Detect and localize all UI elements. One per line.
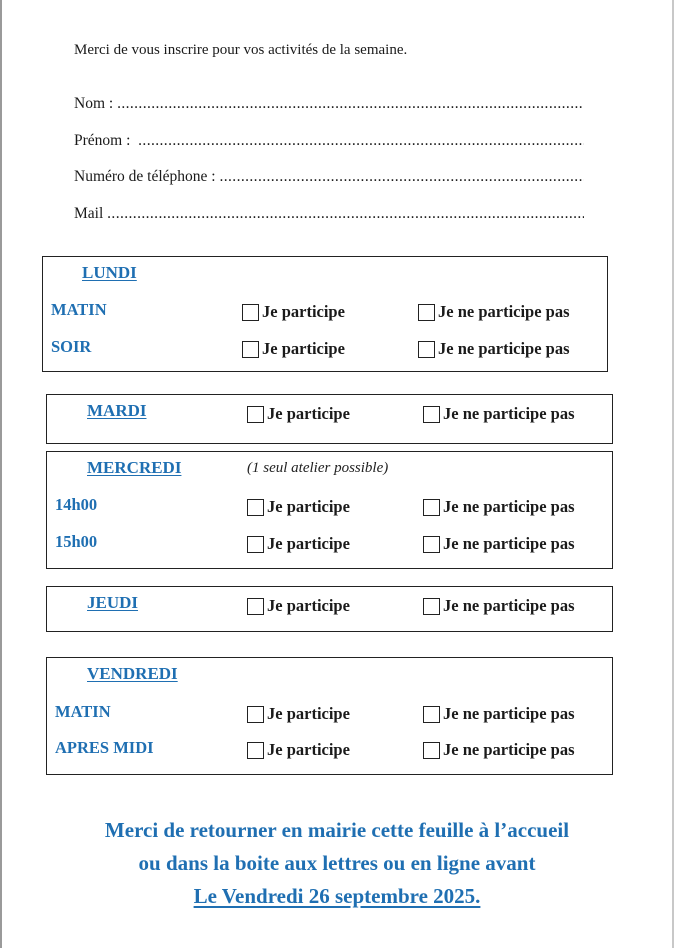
mercredi-title: MERCREDI — [87, 458, 182, 477]
deadline-date: Le Vendredi 26 septembre 2025. — [193, 884, 481, 908]
vendredi-apresmidi-no-option[interactable] — [423, 740, 575, 760]
mercredi-15h-yes-option[interactable] — [247, 534, 350, 554]
firstname-fill-line[interactable] — [138, 132, 584, 150]
vendredi-matin-yes-option[interactable] — [247, 704, 350, 724]
no-label: Je ne participe pas — [438, 339, 570, 358]
mardi-title: MARDI — [87, 401, 147, 420]
lundi-title: LUNDI — [82, 263, 137, 282]
no-label: Je ne participe pas — [443, 497, 575, 516]
checkbox-icon[interactable] — [247, 598, 264, 615]
firstname-field[interactable] — [74, 132, 584, 150]
mercredi-15h-label: 15h00 — [55, 532, 98, 551]
jeudi-no-option[interactable] — [423, 596, 575, 616]
yes-label: Je participe — [267, 404, 350, 423]
name-fill-line[interactable] — [117, 95, 584, 113]
footer-line-2: ou dans la boite aux lettres ou en ligne avant — [138, 851, 536, 875]
phone-field[interactable] — [74, 168, 584, 186]
mercredi-14h-yes-option[interactable] — [247, 497, 350, 517]
checkbox-icon[interactable] — [423, 406, 440, 423]
yes-label: Je participe — [267, 497, 350, 516]
checkbox-icon[interactable] — [247, 406, 264, 423]
no-label: Je ne participe pas — [438, 302, 570, 321]
vendredi-matin-no-option[interactable] — [423, 704, 575, 724]
intro-text: Merci de vous inscrire pour vos activités de la semaine. — [74, 42, 408, 58]
jeudi-title: JEUDI — [87, 593, 139, 612]
email-field[interactable] — [74, 205, 584, 223]
no-label: Je ne participe pas — [443, 596, 575, 615]
vendredi-apresmidi-yes-option[interactable] — [247, 740, 350, 760]
lundi-matin-no-option[interactable] — [418, 302, 570, 322]
vendredi-matin-label: MATIN — [55, 702, 111, 721]
lundi-matin-yes-option[interactable] — [242, 302, 345, 322]
checkbox-icon[interactable] — [247, 742, 264, 759]
vendredi-apresmidi-label: APRES MIDI — [55, 738, 154, 757]
firstname-label: Prénom : — [74, 132, 139, 149]
phone-label: Numéro de téléphone : — [74, 168, 220, 185]
mardi-no-option[interactable] — [423, 404, 575, 424]
yes-label: Je participe — [267, 740, 350, 759]
name-label: Nom : — [74, 95, 118, 112]
email-label: Mail — [74, 205, 108, 222]
mardi-yes-option[interactable] — [247, 404, 350, 424]
checkbox-icon[interactable] — [423, 536, 440, 553]
checkbox-icon[interactable] — [242, 304, 259, 321]
footer-line-1: Merci de retourner en mairie cette feuille à l’accueil — [104, 818, 570, 842]
vendredi-title: VENDREDI — [87, 664, 178, 683]
email-fill-line[interactable] — [107, 205, 584, 223]
checkbox-icon[interactable] — [423, 706, 440, 723]
lundi-soir-no-option[interactable] — [418, 339, 570, 359]
name-field[interactable] — [74, 95, 584, 113]
checkbox-icon[interactable] — [423, 598, 440, 615]
checkbox-icon[interactable] — [418, 304, 435, 321]
yes-label: Je participe — [267, 596, 350, 615]
mercredi-15h-no-option[interactable] — [423, 534, 575, 554]
checkbox-icon[interactable] — [247, 706, 264, 723]
checkbox-icon[interactable] — [423, 742, 440, 759]
yes-label: Je participe — [262, 302, 345, 321]
footer-line-3 — [0, 884, 674, 909]
no-label: Je ne participe pas — [443, 704, 575, 723]
lundi-soir-yes-option[interactable] — [242, 339, 345, 359]
page-edge-left — [0, 0, 2, 948]
checkbox-icon[interactable] — [247, 536, 264, 553]
checkbox-icon[interactable] — [418, 341, 435, 358]
mercredi-14h-label: 14h00 — [55, 495, 98, 514]
yes-label: Je participe — [267, 534, 350, 553]
yes-label: Je participe — [262, 339, 345, 358]
lundi-soir-label: SOIR — [51, 337, 92, 356]
checkbox-icon[interactable] — [242, 341, 259, 358]
no-label: Je ne participe pas — [443, 534, 575, 553]
no-label: Je ne participe pas — [443, 740, 575, 759]
phone-fill-line[interactable] — [219, 168, 584, 186]
checkbox-icon[interactable] — [423, 499, 440, 516]
mercredi-14h-no-option[interactable] — [423, 497, 575, 517]
lundi-matin-label: MATIN — [51, 300, 107, 319]
jeudi-yes-option[interactable] — [247, 596, 350, 616]
checkbox-icon[interactable] — [247, 499, 264, 516]
mercredi-note: (1 seul atelier possible) — [247, 460, 389, 476]
no-label: Je ne participe pas — [443, 404, 575, 423]
yes-label: Je participe — [267, 704, 350, 723]
